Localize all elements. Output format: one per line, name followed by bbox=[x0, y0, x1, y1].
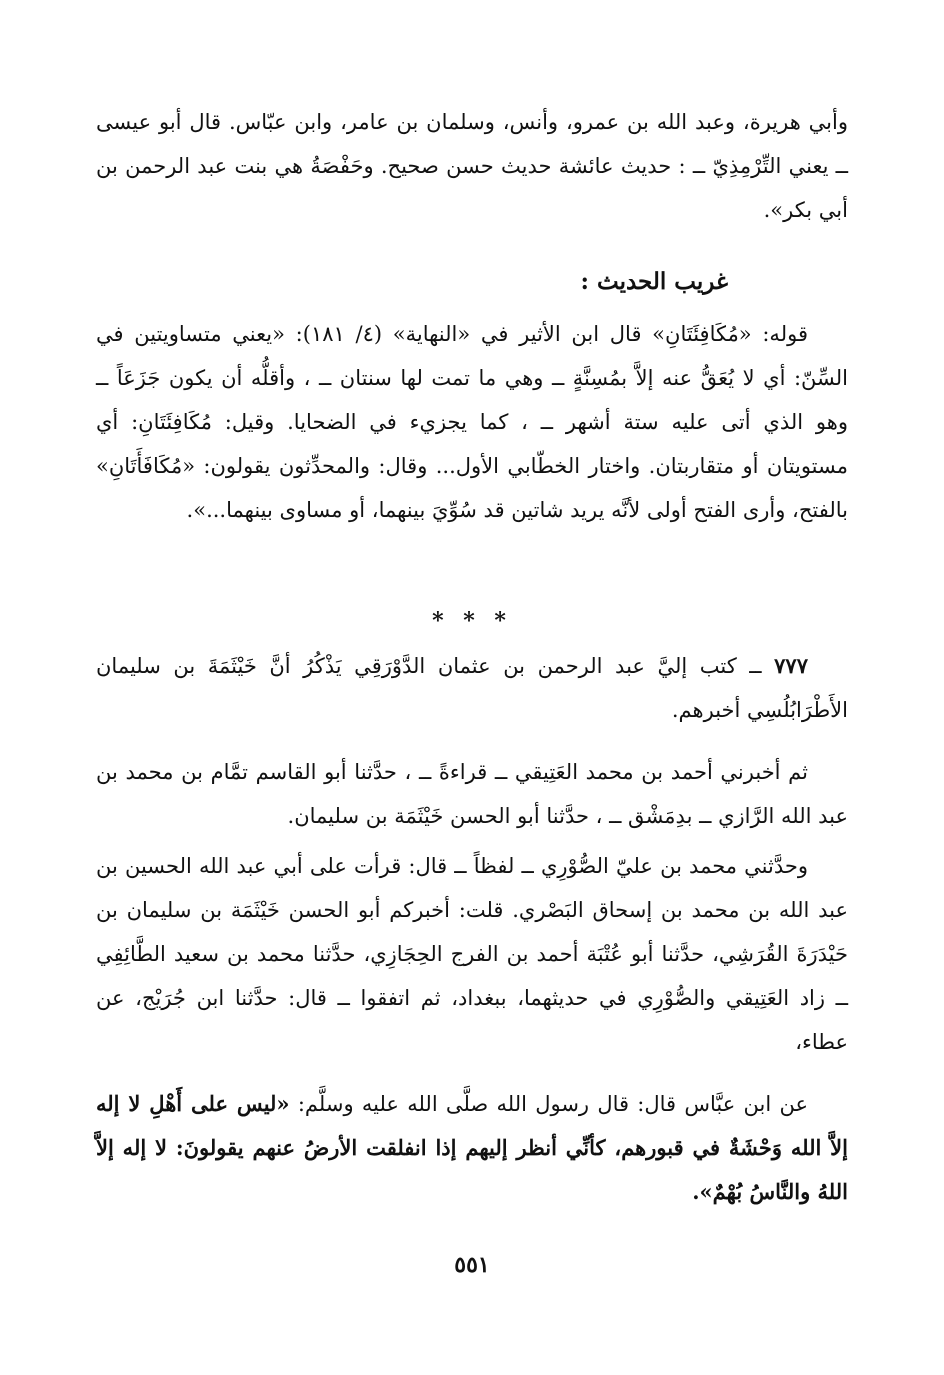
matn-intro: عن ابن عبَّاس قال: قال رسول الله صلَّى الله عليه وسلَّم: bbox=[297, 1092, 808, 1116]
page-number: ٥٥١ bbox=[454, 1252, 490, 1278]
hadith-number: ٧٧٧ bbox=[774, 653, 808, 678]
matn-text: «ليس على أَهْلِ لا إله إلاَّ الله وَحْشَةٌ في قبورهم، كأنِّي أنظر إليهم إذا انفلقت الأرضُ عنهم يقولونَ: لا إله إلاَّ اللهُ والنَّاسُ بُهْمٌ». bbox=[96, 1091, 848, 1204]
paragraph-gharib-explanation: قوله: «مُكَافِئَتَانِ» قال ابن الأثير في «النهاية» (٤/ ١٨١): «يعني متساويتين في السِّنّ: أي لا يُعَقُّ عنه إلاَّ بمُسِنَّةٍ ــ وهي ما تمت لها سنتان ــ ، وأقلُّه أن يكون جَزَعَاً ــ وهو الذي أتى عليه ستة أشهر ــ ، كما يجزيء في الضحايا. وقيل: مُكَافِئَتَانِ: أي مستويتان أو متقاربتان. واختار الخطّابي الأول... وقال: والمحدِّثون يقولون: «مُكَافَأَتَانِ» بالفتح، وأرى الفتح أولى لأنَّه يريد شاتين قد سُوِّيَ بينهما، أو مساوى بينهما...». bbox=[96, 322, 848, 522]
paragraph-hadith-matn bbox=[96, 1082, 848, 1214]
paragraph-isnad-ateeqi: ثم أخبرني أحمد بن محمد العَتِيقي ــ قراءةً ــ ، حدَّثنا أبو القاسم تمَّام بن محمد بن عبد الله الرَّازي ــ بدِمَشْق ــ ، حدَّثنا أبو الحسن خَيْثَمَة بن سليمان. bbox=[96, 760, 848, 828]
hadith-777-text: ــ كتب إليَّ عبد الرحمن بن عثمان الدَّوْرَقِي يَذْكُرُ أنَّ خَيْثَمَةَ بن سليمان الأَطْرَابُلُسِي أخبرهم. bbox=[96, 654, 848, 722]
paragraph-hadith-777-intro bbox=[96, 644, 848, 732]
paragraph-isnad-souri: وحدَّثني محمد بن عليّ الصُّوْرِي ــ لفظاً ــ قال: قرأت على أبي عبد الله الحسين بن عبد الله بن محمد بن إسحاق البَصْري. قلت: أخبركم أبو الحسن خَيْثَمَة بن سليمان بن حَيْدَرَةَ القُرَشِي، حدَّثنا أبو عُتْبَة أحمد بن الفرج الحِجَازِي، حدَّثنا محمد بن سعيد الطَّائِفِي ــ زاد العَتِيقي والصُّوْرِي في حديثهما، ببغداد، ثم اتفقوا ــ قال: حدَّثنا ابن جُرَيْج، عن عطاء، bbox=[96, 854, 848, 1054]
section-separator: * * * bbox=[432, 608, 512, 634]
section-heading-gharib: غريب الحديث : bbox=[580, 268, 728, 295]
paragraph-hadith-sources: وأبي هريرة، وعبد الله بن عمرو، وأنس، وسلمان بن عامر، وابن عبّاس. قال أبو عيسى ــ يعني التِّرْمِذِيّ ــ : حديث عائشة حديث حسن صحيح. وحَفْصَةُ هي بنت عبد الرحمن بن أبي بكر». bbox=[96, 110, 848, 222]
